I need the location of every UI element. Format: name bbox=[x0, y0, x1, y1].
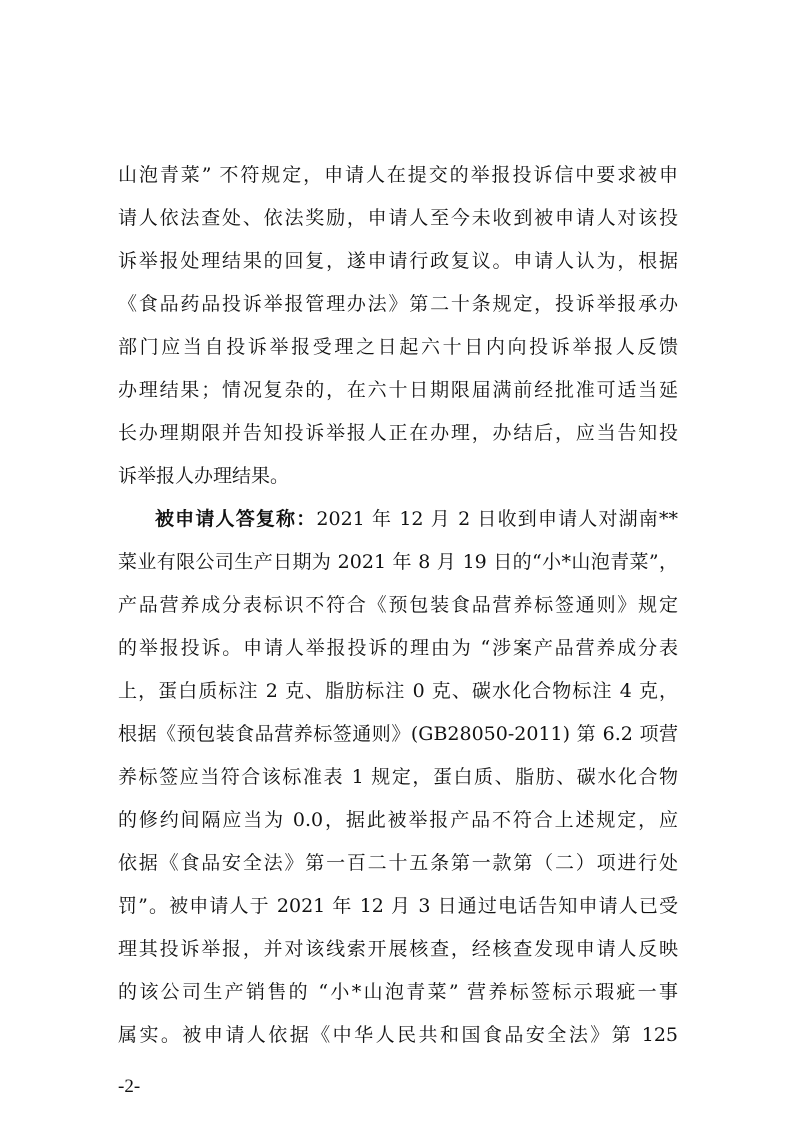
paragraph-line: 菜业有限公司生产日期为 2021 年 8 月 19 日的“小*山泡青菜”， bbox=[118, 551, 678, 573]
paragraph-line: 办理结果；情况复杂的，在六十日期限届满前经批准可适当延 bbox=[118, 379, 678, 401]
paragraph-line: 根据《预包装食品营养标签通则》(GB28050-2011) 第 6.2 项营 bbox=[118, 723, 678, 745]
paragraph-line: 的举报投诉。申请人举报投诉的理由为 “涉案产品营养成分表 bbox=[118, 637, 678, 659]
paragraph-line: 部门应当自投诉举报受理之日起六十日内向投诉举报人反馈 bbox=[118, 336, 678, 358]
paragraph-line: 上，蛋白质标注 2 克、脂肪标注 0 克、碳水化合物标注 4 克， bbox=[118, 680, 678, 702]
paragraph-line: 理其投诉举报，并对该线索开展核查，经核查发现申请人反映 bbox=[118, 938, 678, 960]
paragraph-line: 长办理期限并告知投诉举报人正在办理，办结后，应当告知投 bbox=[118, 422, 678, 444]
paragraph-line: 罚”。被申请人于 2021 年 12 月 3 日通过电话告知申请人已受 bbox=[118, 895, 678, 917]
paragraph-line: 山泡青菜” 不符规定，申请人在提交的举报投诉信中要求被申 bbox=[118, 164, 678, 186]
paragraph-first-line bbox=[155, 507, 678, 531]
paragraph-line: 养标签应当符合该标准表 1 规定，蛋白质、脂肪、碳水化合物 bbox=[118, 766, 678, 788]
paragraph-line: 《食品药品投诉举报管理办法》第二十条规定，投诉举报承办 bbox=[118, 293, 678, 315]
paragraph-text: 2021 年 12 月 2 日收到申请人对湖南** bbox=[316, 508, 678, 530]
page-number: -2- bbox=[118, 1076, 141, 1097]
paragraph-line: 请人依法查处、依法奖励，申请人至今未收到被申请人对该投 bbox=[118, 207, 678, 229]
paragraph-line: 的修约间隔应当为 0.0，据此被举报产品不符合上述规定，应 bbox=[118, 809, 678, 831]
paragraph-line: 属实。被申请人依据《中华人民共和国食品安全法》第 125 bbox=[118, 1024, 678, 1046]
paragraph-line: 依据《食品安全法》第一百二十五条第一款第（二）项进行处 bbox=[118, 852, 678, 874]
paragraph-line: 产品营养成分表标识不符合《预包装食品营养标签通则》规定 bbox=[118, 594, 678, 616]
paragraph-line: 诉举报处理结果的回复，遂申请行政复议。申请人认为，根据 bbox=[118, 250, 678, 272]
respondent-heading: 被申请人答复称： bbox=[155, 508, 317, 530]
paragraph-line: 诉举报人办理结果。 bbox=[118, 465, 290, 487]
paragraph-line: 的该公司生产销售的 “小*山泡青菜” 营养标签标示瑕疵一事 bbox=[118, 981, 678, 1003]
